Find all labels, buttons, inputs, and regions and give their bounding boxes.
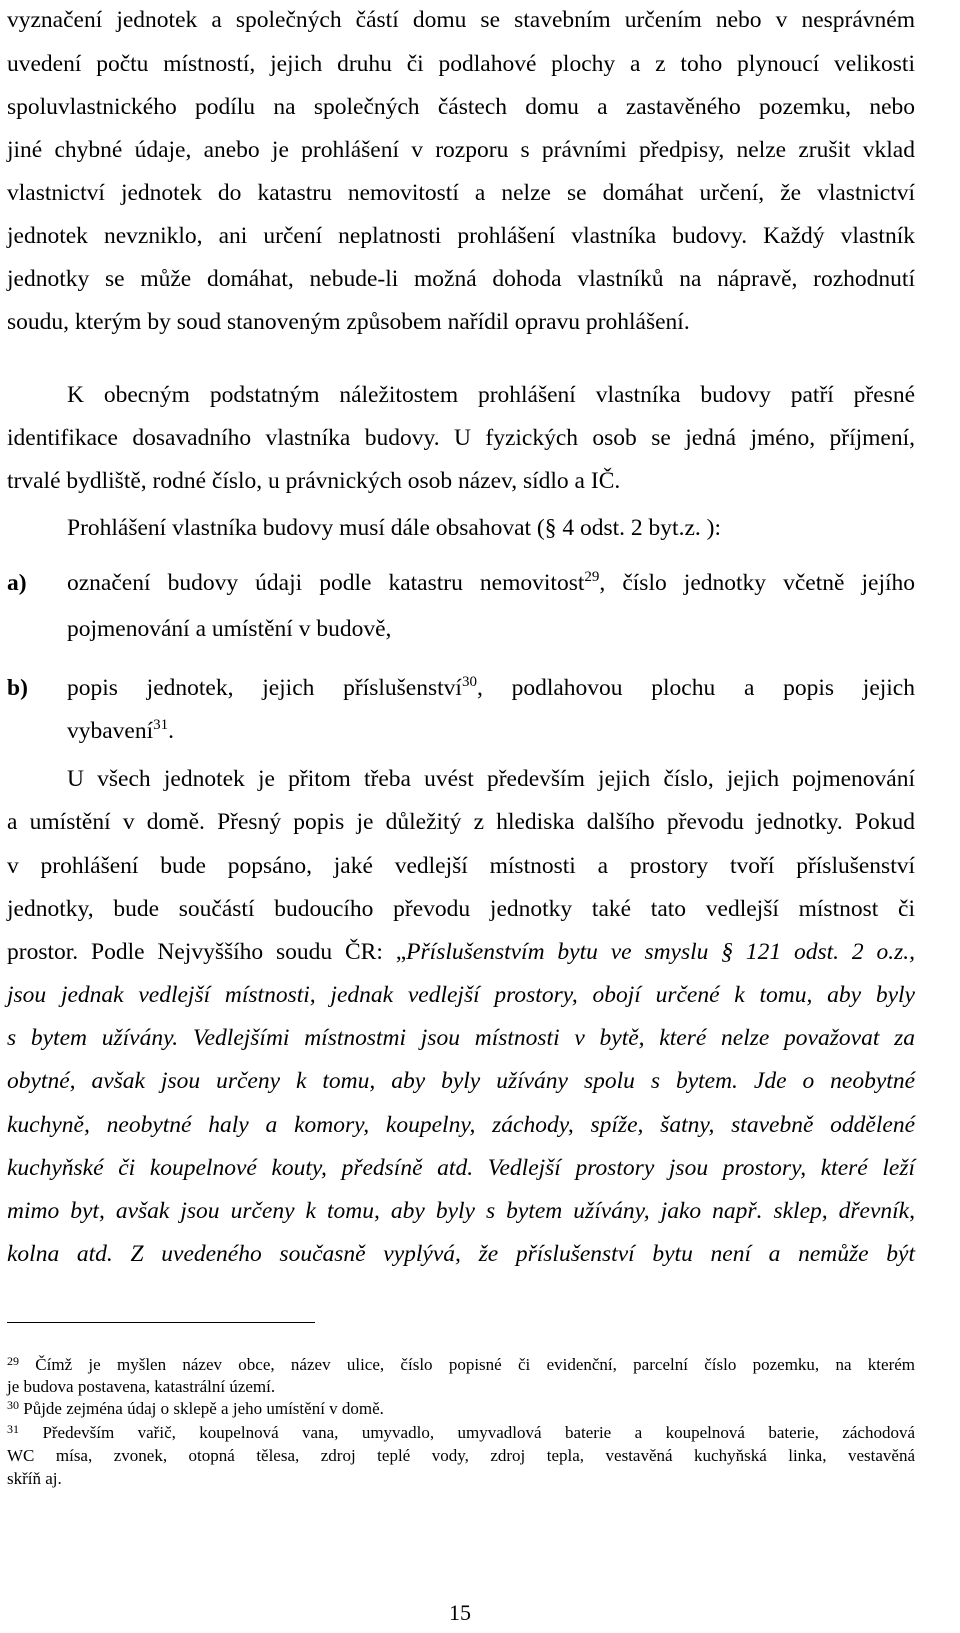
list-item-text-part: , číslo jednotky včetně jejího xyxy=(599,570,916,596)
paragraph-line: v prohlášení bude popsáno, jaké vedlejší místnosti a prostory tvoří příslušenství xyxy=(7,853,915,879)
paragraph-line: soudu, kterým by soud stanoveným způsobem nařídil opravu prohlášení. xyxy=(7,309,690,335)
list-item-text xyxy=(67,568,915,598)
paragraph-line: jednotky, bude součástí budoucího převodu jednotky také tato vedlejší místnost či xyxy=(7,896,915,922)
footnote-30 xyxy=(7,1398,915,1420)
paragraph-line: U všech jednotek je přitom třeba uvést především jejich číslo, jejich pojmenování xyxy=(67,766,915,792)
list-item-label: a) xyxy=(7,570,27,596)
list-item-text-part: . xyxy=(168,718,175,744)
quotation-line: kuchyňské či koupelnové kouty, předsíně atd. Vedlejší prostory jsou prostory, které leží xyxy=(7,1155,915,1181)
footnote-ref: 30 xyxy=(461,674,477,690)
footnote-text: Půjde zejména údaj o sklepě a jeho umístění v domě. xyxy=(23,1399,384,1418)
paragraph-line: trvalé bydliště, rodné číslo, u právnických osob název, sídlo a IČ. xyxy=(7,468,621,494)
footnote-29-cont: je budova postavena, katastrální území. xyxy=(7,1377,276,1396)
page-number: 15 xyxy=(449,1600,471,1625)
paragraph-line xyxy=(7,937,915,967)
paragraph-line: identifikace dosavadního vlastníka budovy. U fyzických osob se jedná jméno, příjmení, xyxy=(7,425,915,451)
paragraph-line: a umístění v domě. Přesný popis je důležitý z hlediska dalšího převodu jednotky. Pokud xyxy=(7,809,915,835)
paragraph-line: jednotek nevzniklo, ani určení neplatnosti prohlášení vlastníka budovy. Každý vlastník xyxy=(7,223,915,249)
footnote-29 xyxy=(7,1354,915,1376)
footnote-text: Především vařič, koupelnová vana, umyvadlo, umyvadlová baterie a koupelnová baterie, záchodová xyxy=(42,1423,915,1442)
paragraph-line: uvedení počtu místností, jejich druhu či podlahové plochy a z toho plynoucí velikosti xyxy=(7,51,915,77)
footnote-31-cont: WC mísa, zvonek, otopná tělesa, zdroj teplé vody, zdroj tepla, vestavěná kuchyňská linka, vestavěná xyxy=(7,1446,915,1465)
quotation-line: s bytem užívány. Vedlejšími místnostmi jsou místnosti v bytě, které nelze považovat za xyxy=(7,1025,915,1051)
paragraph-line: spoluvlastnického podílu na společných částech domu a zastavěného pozemku, nebo xyxy=(7,94,915,120)
list-item-text-part: , podlahovou plochu a popis jejich xyxy=(476,675,915,701)
list-item-text-part: označení budovy údaji podle katastru nemovitost xyxy=(67,570,585,596)
quotation-line: jsou jednak vedlejší místnosti, jednak vedlejší prostory, obojí určené k tomu, aby byly xyxy=(7,982,915,1008)
footnote-31-cont: skříň aj. xyxy=(7,1469,62,1488)
paragraph-line: vyznačení jednotek a společných částí domu se stavebním určením nebo v nesprávném xyxy=(7,7,915,33)
quotation-text: Příslušenstvím bytu ve smyslu § 121 odst. 2 o.z., xyxy=(406,939,916,965)
paragraph-line: jiné chybné údaje, anebo je prohlášení v rozporu s právními předpisy, nelze zrušit vklad xyxy=(7,137,915,163)
list-item-text: pojmenování a umístění v budově, xyxy=(67,616,392,642)
list-item-text-part: popis jednotek, jejich příslušenství xyxy=(67,675,462,701)
footnote-separator xyxy=(7,1322,315,1323)
list-item-text xyxy=(67,673,915,703)
list-item-text xyxy=(67,716,915,746)
text-part: prostor. Podle Nejvyššího soudu ČR: „ xyxy=(7,939,407,965)
footnote-text: Čímž je myšlen název obce, název ulice, číslo popisné či evidenční, parcelní číslo pozemku, na kterém xyxy=(35,1355,916,1374)
footnote-31 xyxy=(7,1422,915,1444)
footnote-number: 31 xyxy=(7,1422,19,1436)
quotation-line: kuchyně, neobytné haly a komory, koupelny, záchody, spíže, šatny, stavebně oddělené xyxy=(7,1112,915,1138)
footnote-number: 30 xyxy=(7,1398,19,1412)
list-item-label: b) xyxy=(7,675,28,701)
quotation-line: obytné, avšak jsou určeny k tomu, aby byly užívány spolu s bytem. Jde o neobytné xyxy=(7,1068,915,1094)
paragraph-line: jednotky se může domáhat, nebude-li možná dohoda vlastníků na nápravě, rozhodnutí xyxy=(7,266,915,292)
footnote-ref: 29 xyxy=(584,569,600,585)
footnote-number: 29 xyxy=(7,1354,19,1368)
paragraph-line: K obecným podstatným náležitostem prohlášení vlastníka budovy patří přesné xyxy=(67,382,915,408)
paragraph-line: Prohlášení vlastníka budovy musí dále obsahovat (§ 4 odst. 2 byt.z. ): xyxy=(67,515,721,541)
quotation-line: kolna atd. Z uvedeného současně vyplývá, že příslušenství bytu není a nemůže být xyxy=(7,1241,915,1267)
quotation-line: mimo byt, avšak jsou určeny k tomu, aby byly s bytem užívány, jako např. sklep, dřevník, xyxy=(7,1198,915,1224)
list-item-text-part: vybavení xyxy=(67,718,154,744)
paragraph-line: vlastnictví jednotek do katastru nemovitostí a nelze se domáhat určení, že vlastnictví xyxy=(7,180,915,206)
footnote-ref: 31 xyxy=(153,717,169,733)
